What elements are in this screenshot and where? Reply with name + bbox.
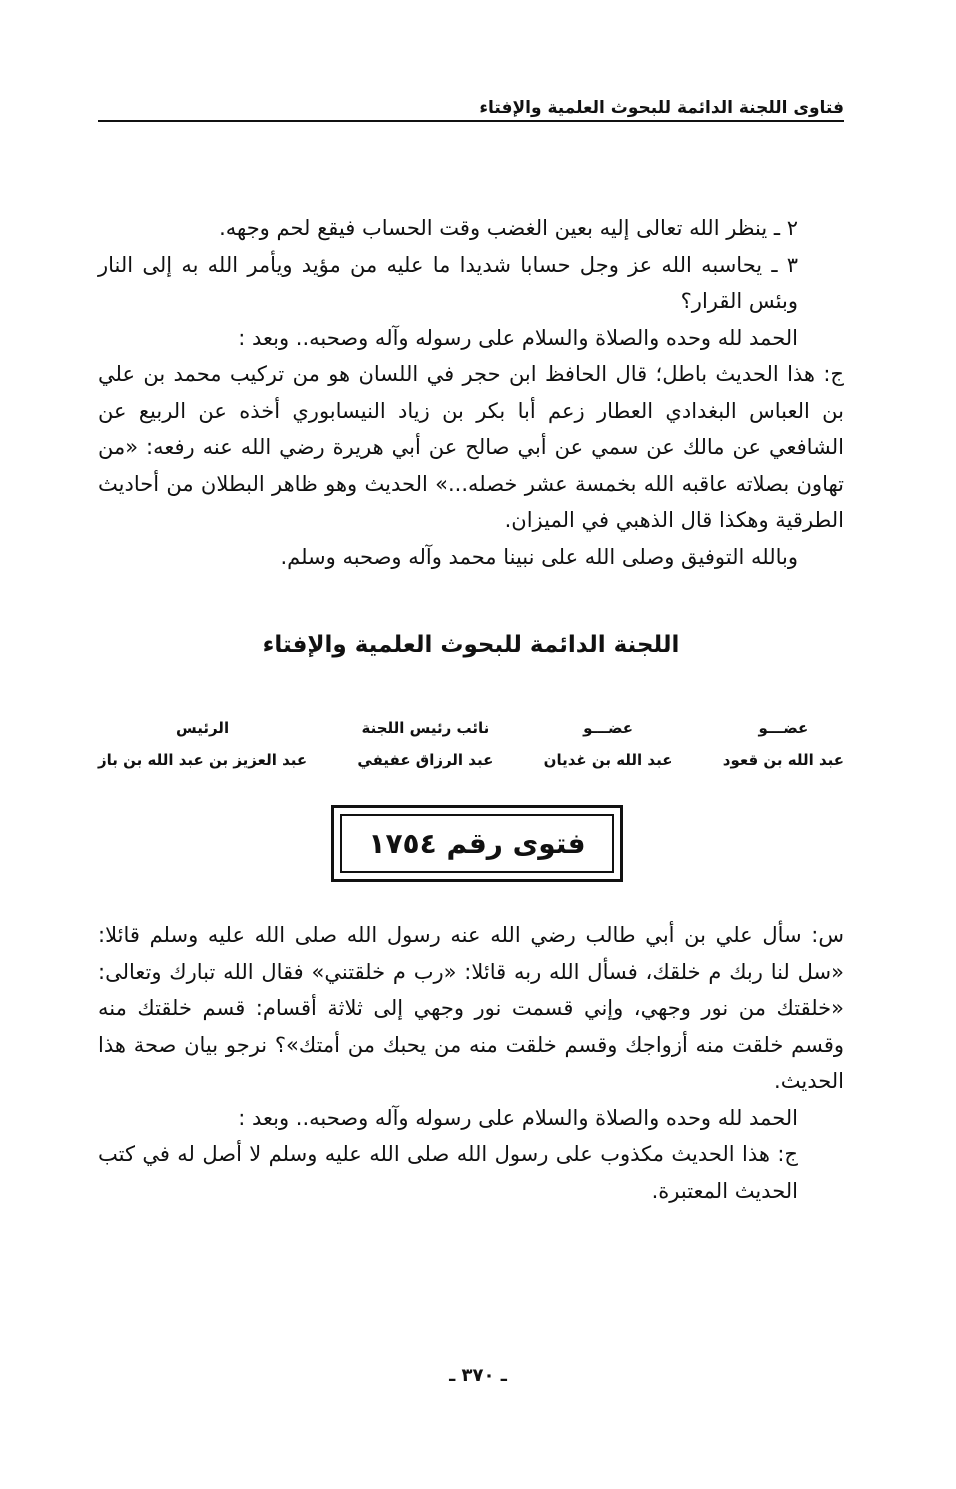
signature-vice-chair [357, 712, 493, 776]
signature-role: نائب رئيس اللجنة [361, 719, 490, 737]
page-number: ـ ٣٧٠ ـ [449, 1365, 507, 1386]
signature-chair [98, 712, 307, 776]
paragraph-opening-praise: الحمد لله وحده والصلاة والسلام على رسوله وآله وصحبه.. وبعد : [238, 325, 798, 350]
running-header [98, 98, 844, 122]
running-header-title: فتاوى اللجنة الدائمة للبحوث العلمية والإفتاء [475, 98, 844, 118]
first-section [98, 210, 844, 575]
second-section [98, 917, 844, 1209]
paragraph-opening-praise: الحمد لله وحده والصلاة والسلام على رسوله وآله وصحبه.. وبعد : [238, 1105, 798, 1130]
paragraph-point-2: ٢ ـ ينظر الله تعالى إليه بعين الغضب وقت الحساب فيقع لحم وجهه. [219, 216, 798, 240]
signature-block [98, 712, 844, 776]
paragraph-closing: وبالله التوفيق وصلى الله على نبينا محمد وآله وصحبه وسلم. [280, 544, 798, 569]
signature-member-qaud [723, 712, 844, 776]
signature-name: عبد الله بن غديان [543, 751, 673, 769]
paragraph-answer: ج: هذا الحديث مكذوب على رسول الله صلى الله عليه وسلم لا أصل له في كتب الحديث المعتبرة. [98, 1142, 798, 1203]
fatwa-heading: فتوى رقم ١٧٥٤ [340, 814, 614, 873]
paragraph-answer: ج: هذا الحديث باطل؛ قال الحافظ ابن حجر في اللسان هو من تركيب محمد بن علي بن العباس البغدادي العطار زعم أبا بكر بن زياد النيسابوري أخذه عن الربيع عن الشافعي عن مالك عن سمي عن أبي صالح عن أبي هريرة رضي الله عنه رفعه: «من تهاون بصلاته عاقبه الله بخمسة عشر خصله...» الحديث وهو ظاهر البطلان من أحاديث الطرقية وهكذا قال الذهبي في الميزان. [98, 362, 844, 532]
committee-title: اللجنة الدائمة للبحوث العلمية والإفتاء [262, 632, 680, 658]
signature-role: الرئيس [176, 719, 230, 737]
signature-name: عبد العزيز بن عبد الله بن باز [98, 751, 308, 769]
fatwa-heading-frame [331, 805, 623, 882]
signature-role: عضـــو [758, 719, 809, 737]
signature-role: عضـــو [583, 719, 633, 737]
signature-name: عبد الله بن قعود [722, 751, 844, 769]
signature-name: عبد الرزاق عفيفي [357, 751, 494, 769]
signature-member-ghudayan [544, 712, 673, 776]
paragraph-question: س: سأل علي بن أبي طالب رضي الله عنه رسول الله صلى الله عليه وسلم قائلا: «سل لنا ربك م خلقك، فسأل الله ربه قائلا: «رب م خلقتني» فقال الله تبارك وتعالى: «خلقتك من نور وجهي، وإني قسمت نور وجهي إلى ثلاثة أقسام: قسم خلقتك منه وقسم خلقت منه أزواجك وقسم خلقت منه من يحبك من أمتك»؟ نرجو بيان صحة هذا الحديث. [98, 923, 844, 1093]
paragraph-point-3: ٣ ـ يحاسبه الله عز وجل حسابا شديدا ما عليه من مؤيد ويأمر الله به إلى النار وبئس القرار؟ [98, 252, 798, 313]
